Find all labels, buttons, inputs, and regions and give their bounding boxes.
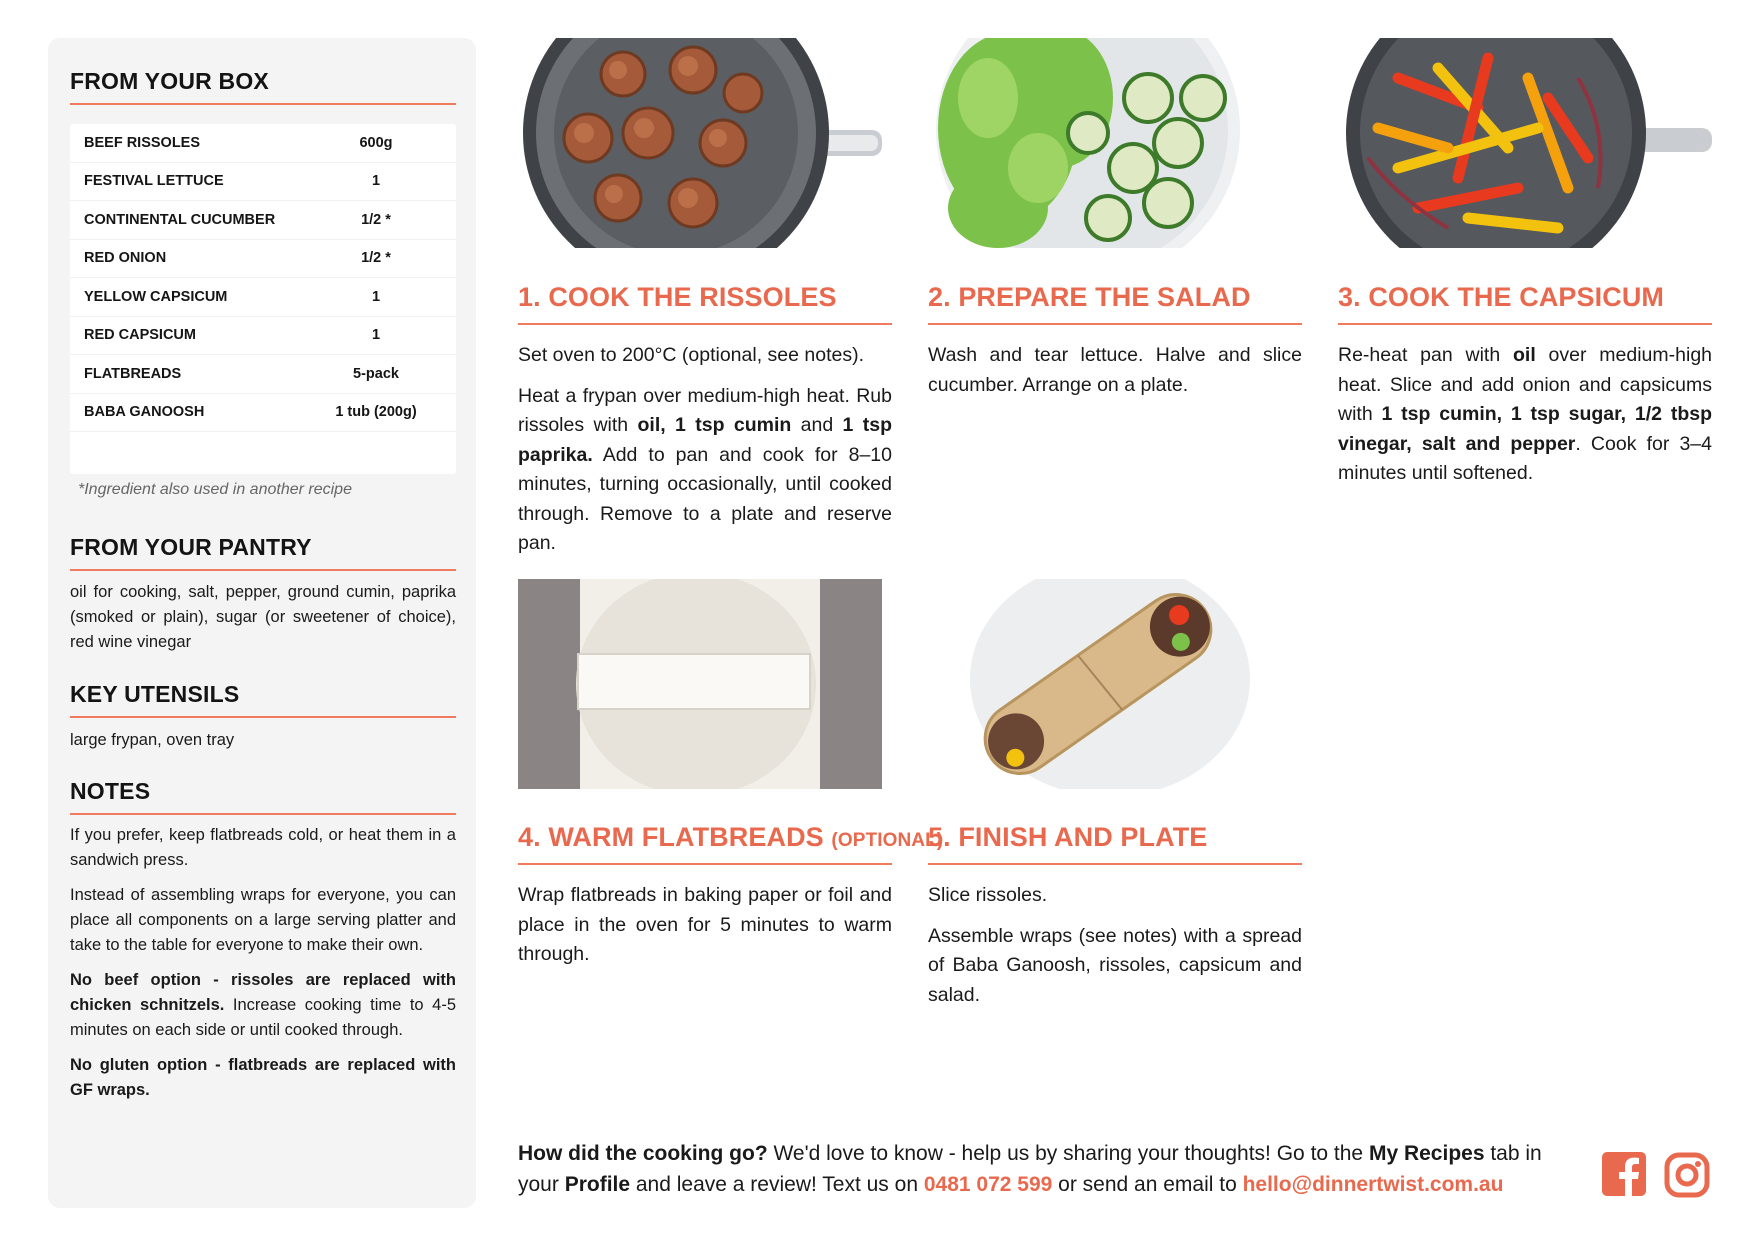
- from-your-box-heading: FROM YOUR BOX: [70, 68, 456, 105]
- step-5-body: [928, 881, 1302, 1010]
- step-bold: 1 tsp cumin, 1 tsp sugar, 1/2 tbsp vinegar, salt and pepper: [1338, 403, 1712, 455]
- ingredient-name: BABA GANOOSH: [84, 404, 205, 421]
- ingredient-name: RED CAPSICUM: [84, 327, 196, 344]
- ingredient-qty: 1: [371, 288, 381, 305]
- footer-my-recipes: My Recipes: [1368, 1142, 1485, 1165]
- step-bold: oil: [1513, 344, 1536, 366]
- table-row: [70, 124, 456, 163]
- step-2-body: [928, 341, 1302, 400]
- ingredient-name: YELLOW CAPSICUM: [84, 288, 228, 305]
- table-row: [70, 201, 456, 240]
- footer-question: How did the cooking go?: [518, 1142, 768, 1165]
- note-paragraph: Instead of assembling wraps for everyone, you can place all components on a large serving platter and take to the table for everyone to make their own.: [70, 886, 456, 954]
- note-text: Increase cooking time to 4-5 minutes on each side or until cooked through.: [70, 996, 456, 1039]
- footer-text: We'd love to know - help us by sharing your thoughts! Go to the: [767, 1142, 1369, 1165]
- step-text: Add to pan and cook for 8–10 minutes, turning occasionally, until cooked through. Remove to a plate and reserve pan.: [518, 443, 892, 554]
- step-paragraph: Wash and tear lettuce. Halve and slice cucumber. Arrange on a plate.: [928, 344, 1302, 396]
- ingredient-name: CONTINENTAL CUCUMBER: [84, 211, 276, 228]
- step-5-title: 5. FINISH AND PLATE: [928, 822, 1302, 865]
- step-1-body: [518, 341, 892, 559]
- ingredient-qty: 600g: [359, 134, 393, 151]
- ingredient-qty: 1: [371, 173, 381, 190]
- footer-text: and leave a review! Text us on: [630, 1173, 924, 1196]
- phone-number-link[interactable]: 0481 072 599: [923, 1173, 1053, 1196]
- step-paragraph: [1338, 341, 1712, 489]
- note-bold: No gluten option - flatbreads are replaced with GF wraps.: [70, 1056, 456, 1099]
- step-3-body: [1338, 341, 1712, 489]
- step-1-title: 1. COOK THE RISSOLES: [518, 282, 892, 325]
- step-4: [518, 822, 944, 981]
- step-4-body: [518, 881, 892, 970]
- footer-text: tab in your: [518, 1142, 1542, 1196]
- ingredient-qty: 5-pack: [353, 365, 399, 382]
- step-text: Re-heat pan with: [1338, 344, 1513, 366]
- ingredient-qty: 1/2 *: [361, 211, 391, 228]
- ingredient-footnote: *Ingredient also used in another recipe: [78, 481, 352, 498]
- table-row: [70, 317, 456, 356]
- note-paragraph: If you prefer, keep flatbreads cold, or heat them in a sandwich press.: [70, 826, 456, 869]
- utensils-text: large frypan, oven tray: [70, 731, 235, 749]
- capsicum-photo: [1338, 38, 1712, 248]
- step-paragraph: [518, 382, 892, 559]
- table-row: [70, 394, 456, 433]
- ingredient-name: FESTIVAL LETTUCE: [84, 173, 224, 190]
- step-3: [1338, 282, 1712, 500]
- step-text: over medium-high heat. Slice and add onion and capsicums with: [1338, 344, 1713, 425]
- note-bold: No beef option - rissoles are replaced with chicken schnitzels.: [70, 971, 456, 1014]
- footer-profile: Profile: [564, 1173, 631, 1196]
- footer-text: or send an email to: [1052, 1173, 1243, 1196]
- ingredient-name: FLATBREADS: [84, 365, 182, 382]
- step-4-optional-label: (OPTIONAL): [831, 830, 944, 851]
- ingredient-qty: 1: [371, 327, 381, 344]
- table-row: [70, 163, 456, 202]
- ingredient-qty: 1/2 *: [361, 250, 391, 267]
- table-row: [70, 278, 456, 317]
- step-5: [928, 822, 1302, 1021]
- step-text: and: [791, 414, 843, 436]
- step-text: . Cook for 3–4 minutes until softened.: [1338, 432, 1712, 484]
- from-your-pantry-heading: FROM YOUR PANTRY: [70, 534, 456, 571]
- step-2: [928, 282, 1302, 411]
- note-paragraph: [70, 968, 456, 1043]
- salad-photo: [928, 38, 1292, 248]
- ingredient-qty: 1 tub (200g): [335, 404, 417, 421]
- table-row: [70, 240, 456, 279]
- step-text: Heat a frypan over medium-high heat. Rub rissoles with: [518, 384, 892, 436]
- wrap-photo: [928, 579, 1292, 789]
- step-4-title: [518, 822, 944, 865]
- step-paragraph: Assemble wraps (see notes) with a spread of Baba Ganoosh, rissoles, capsicum and salad.: [928, 924, 1302, 1006]
- flatbreads-photo: [518, 579, 882, 789]
- instagram-icon[interactable]: [1664, 1152, 1710, 1203]
- step-paragraph: Slice rissoles.: [928, 884, 1048, 906]
- facebook-icon[interactable]: [1602, 1152, 1646, 1201]
- step-2-title: 2. PREPARE THE SALAD: [928, 282, 1302, 325]
- notes-heading: NOTES: [70, 778, 456, 815]
- feedback-footer: [518, 1138, 1578, 1200]
- step-paragraph: Set oven to 200°C (optional, see notes).: [518, 344, 865, 366]
- ingredient-name: RED ONION: [84, 250, 167, 267]
- email-link[interactable]: hello@dinnertwist.com.au: [1242, 1173, 1504, 1196]
- ingredient-name: BEEF RISSOLES: [84, 134, 201, 151]
- step-paragraph: Wrap flatbreads in baking paper or foil and place in the oven for 5 minutes to warm through.: [518, 884, 892, 965]
- rissoles-photo: [518, 38, 882, 248]
- table-row: [70, 355, 456, 394]
- step-bold: oil, 1 tsp cumin: [637, 414, 792, 436]
- step-4-title-text: 4. WARM FLATBREADS: [518, 822, 824, 852]
- pantry-text: oil for cooking, salt, pepper, ground cumin, paprika (smoked or plain), sugar (or sweetener of choice), red wine vinegar: [70, 583, 456, 651]
- step-3-title: 3. COOK THE CAPSICUM: [1338, 282, 1712, 325]
- note-paragraph: [70, 1053, 456, 1103]
- ingredients-table: [70, 124, 456, 474]
- key-utensils-heading: KEY UTENSILS: [70, 681, 456, 718]
- ingredients-panel: [48, 38, 476, 1208]
- step-1: [518, 282, 892, 570]
- step-bold: 1 tsp paprika.: [518, 414, 893, 466]
- notes-body: [70, 823, 456, 1113]
